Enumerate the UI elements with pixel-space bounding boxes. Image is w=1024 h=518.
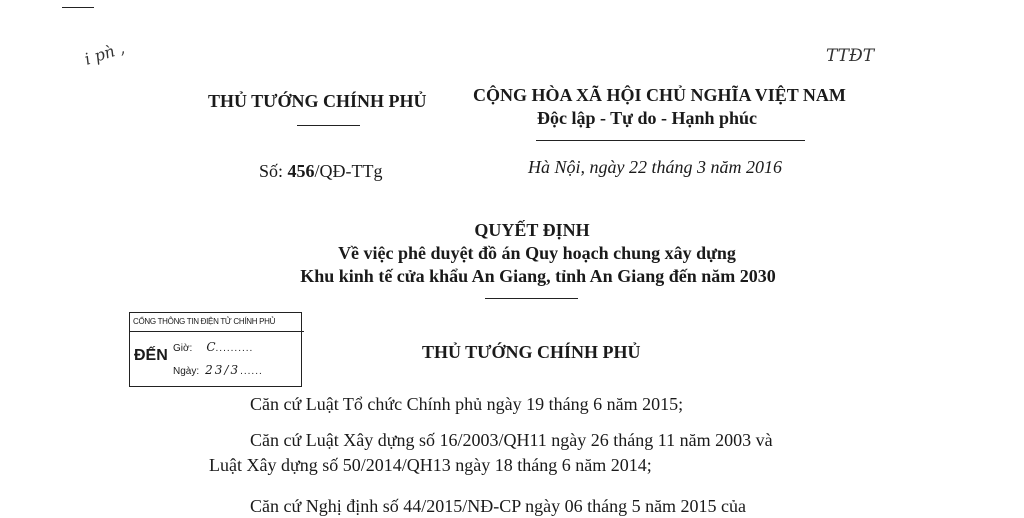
stamp-time-label: Giờ: bbox=[173, 343, 193, 354]
decision-title: QUYẾT ĐỊNH bbox=[474, 220, 590, 240]
national-title: CỘNG HÒA XÃ HỘI CHỦ NGHĨA VIỆT NAM bbox=[473, 85, 846, 105]
document-number bbox=[259, 161, 383, 182]
stamp-time-dots: .......... bbox=[215, 343, 254, 354]
national-motto: Độc lập - Tự do - Hạnh phúc bbox=[537, 108, 758, 128]
stamp-date-label: Ngày: bbox=[173, 366, 200, 377]
legal-basis-1: Căn cứ Luật Tổ chức Chính phủ ngày 19 tháng 6 năm 2015; bbox=[250, 394, 684, 414]
stamp-date-value: 23/3 bbox=[205, 363, 241, 377]
issuer-heading: THỦ TƯỚNG CHÍNH PHỦ bbox=[422, 342, 641, 362]
top-corner-mark bbox=[62, 7, 94, 8]
authority-underline bbox=[297, 125, 360, 126]
legal-basis-2-line2: Luật Xây dựng số 50/2014/QH13 ngày 18 tháng 6 năm 2014; bbox=[209, 455, 652, 475]
handwritten-note: TTĐT bbox=[826, 46, 875, 66]
motto-underline bbox=[536, 140, 805, 141]
subtitle-underline bbox=[485, 298, 578, 299]
stamp-time-value: C bbox=[206, 340, 216, 354]
stamp-label: ĐẾN bbox=[134, 347, 168, 364]
stamp-date-dots: ...... bbox=[240, 366, 263, 377]
handwritten-scribble: i pǹ , bbox=[82, 38, 127, 69]
decision-subtitle-line2: Khu kinh tế cửa khẩu An Giang, tỉnh An Giang đến năm 2030 bbox=[300, 266, 776, 286]
number-suffix: /QĐ-TTg bbox=[314, 161, 383, 181]
legal-basis-3-line1: Căn cứ Nghị định số 44/2015/NĐ-CP ngày 06 tháng 5 năm 2015 của bbox=[250, 496, 747, 516]
issuing-authority: THỦ TƯỚNG CHÍNH PHỦ bbox=[208, 91, 427, 111]
legal-basis-2-line1: Căn cứ Luật Xây dựng số 16/2003/QH11 ngày 26 tháng 11 năm 2003 và bbox=[250, 430, 773, 450]
number-value: 456 bbox=[287, 161, 315, 181]
stamp-date bbox=[173, 363, 263, 377]
place-date: Hà Nội, ngày 22 tháng 3 năm 2016 bbox=[528, 157, 782, 177]
stamp-header: CỔNG THÔNG TIN ĐIỆN TỬ CHÍNH PHỦ bbox=[130, 313, 304, 332]
stamp-time bbox=[173, 340, 253, 354]
number-prefix: Số: bbox=[259, 161, 288, 181]
received-stamp bbox=[129, 312, 302, 387]
decision-subtitle-line1: Về việc phê duyệt đồ án Quy hoạch chung xây dựng bbox=[338, 243, 736, 263]
